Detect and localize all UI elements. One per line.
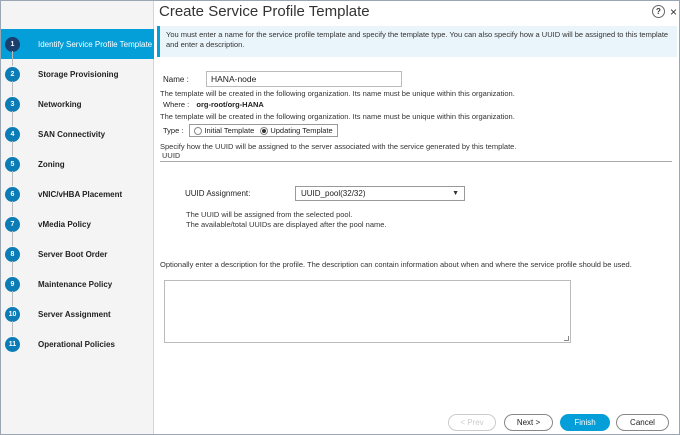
updating-template-label: Updating Template	[270, 126, 333, 135]
help-icon[interactable]: ?	[652, 5, 665, 18]
step-number: 7	[5, 217, 20, 232]
wizard-step[interactable]	[1, 179, 154, 209]
page-title: Create Service Profile Template	[159, 3, 370, 20]
wizard-sidebar	[1, 1, 154, 434]
step-label: Networking	[38, 99, 82, 109]
uuid-label: UUID Assignment:	[185, 189, 251, 198]
step-number: 5	[5, 157, 20, 172]
info-banner	[157, 26, 677, 57]
step-label: Server Assignment	[38, 309, 111, 319]
where-row	[163, 100, 264, 109]
step-number: 1	[5, 37, 20, 52]
name-label: Name :	[163, 74, 189, 84]
resize-grip-icon[interactable]	[564, 336, 569, 341]
name-row	[163, 71, 402, 87]
uuid-info-1: The UUID will be assigned from the selected pool.	[186, 210, 353, 219]
wizard-step[interactable]	[1, 299, 154, 329]
step-label: Storage Provisioning	[38, 69, 119, 79]
step-label: vMedia Policy	[38, 219, 91, 229]
wizard-step[interactable]	[1, 209, 154, 239]
description-note: Optionally enter a description for the profile. The description can contain information about when and where the service profile should be used.	[160, 260, 632, 269]
section-divider	[160, 161, 672, 162]
cancel-button[interactable]: Cancel	[616, 414, 669, 431]
uuid-row	[185, 186, 465, 201]
step-label: Maintenance Policy	[38, 279, 113, 289]
uuid-select[interactable]	[295, 186, 465, 201]
wizard-step[interactable]	[1, 329, 154, 359]
where-label: Where :	[163, 100, 190, 109]
updating-template-radio[interactable]	[260, 126, 332, 135]
wizard-step[interactable]	[1, 269, 154, 299]
type-row	[163, 124, 338, 137]
wizard-step[interactable]	[1, 239, 154, 269]
step-label: SAN Connectivity	[38, 129, 106, 139]
step-label: Operational Policies	[38, 339, 115, 349]
description-textarea[interactable]	[164, 280, 571, 343]
org-note-2: The template will be created in the following organization. Its name must be unique within this organization.	[160, 112, 515, 121]
step-number: 9	[5, 277, 20, 292]
initial-template-radio[interactable]	[194, 126, 254, 135]
info-text: You must enter a name for the service profile template and specify the template type. You can also specify how a UUID will be assigned to this template and enter a description.	[166, 30, 669, 49]
org-note: The template will be created in the following organization. Its name must be unique within this organization.	[160, 89, 515, 98]
name-input[interactable]	[206, 71, 402, 87]
uuid-section-title: UUID	[162, 151, 181, 160]
step-label: Server Boot Order	[38, 249, 108, 259]
where-value: org-root/org-HANA	[196, 100, 264, 109]
step-label: Identify Service Profile Template	[38, 39, 153, 49]
radio-unchecked-icon	[194, 127, 202, 135]
uuid-select-value: UUID_pool(32/32)	[301, 189, 366, 198]
type-label: Type :	[163, 126, 184, 135]
step-label: Zoning	[38, 159, 65, 169]
wizard-step[interactable]	[1, 119, 154, 149]
step-number: 4	[5, 127, 20, 142]
wizard-step[interactable]	[1, 89, 154, 119]
initial-template-label: Initial Template	[204, 126, 255, 135]
next-button[interactable]: Next >	[504, 414, 553, 431]
uuid-info-2: The available/total UUIDs are displayed after the pool name.	[186, 220, 387, 229]
wizard-main	[154, 1, 680, 434]
finish-button[interactable]: Finish	[560, 414, 610, 431]
wizard-step[interactable]	[1, 29, 154, 59]
step-number: 3	[5, 97, 20, 112]
step-number: 11	[5, 337, 20, 352]
step-number: 8	[5, 247, 20, 262]
wizard-step[interactable]	[1, 59, 154, 89]
prev-button[interactable]: < Prev	[448, 414, 496, 431]
radio-checked-icon	[260, 127, 268, 135]
wizard-step[interactable]	[1, 149, 154, 179]
dropdown-arrow-icon: ▼	[452, 190, 459, 197]
step-number: 2	[5, 67, 20, 82]
uuid-note: Specify how the UUID will be assigned to the server associated with the service generated by this template.	[160, 142, 517, 151]
wizard-steps	[1, 29, 154, 359]
step-number: 6	[5, 187, 20, 202]
step-number: 10	[5, 307, 20, 322]
step-label: vNIC/vHBA Placement	[38, 189, 123, 199]
close-icon[interactable]: ×	[669, 4, 677, 19]
type-radio-group	[189, 124, 337, 137]
